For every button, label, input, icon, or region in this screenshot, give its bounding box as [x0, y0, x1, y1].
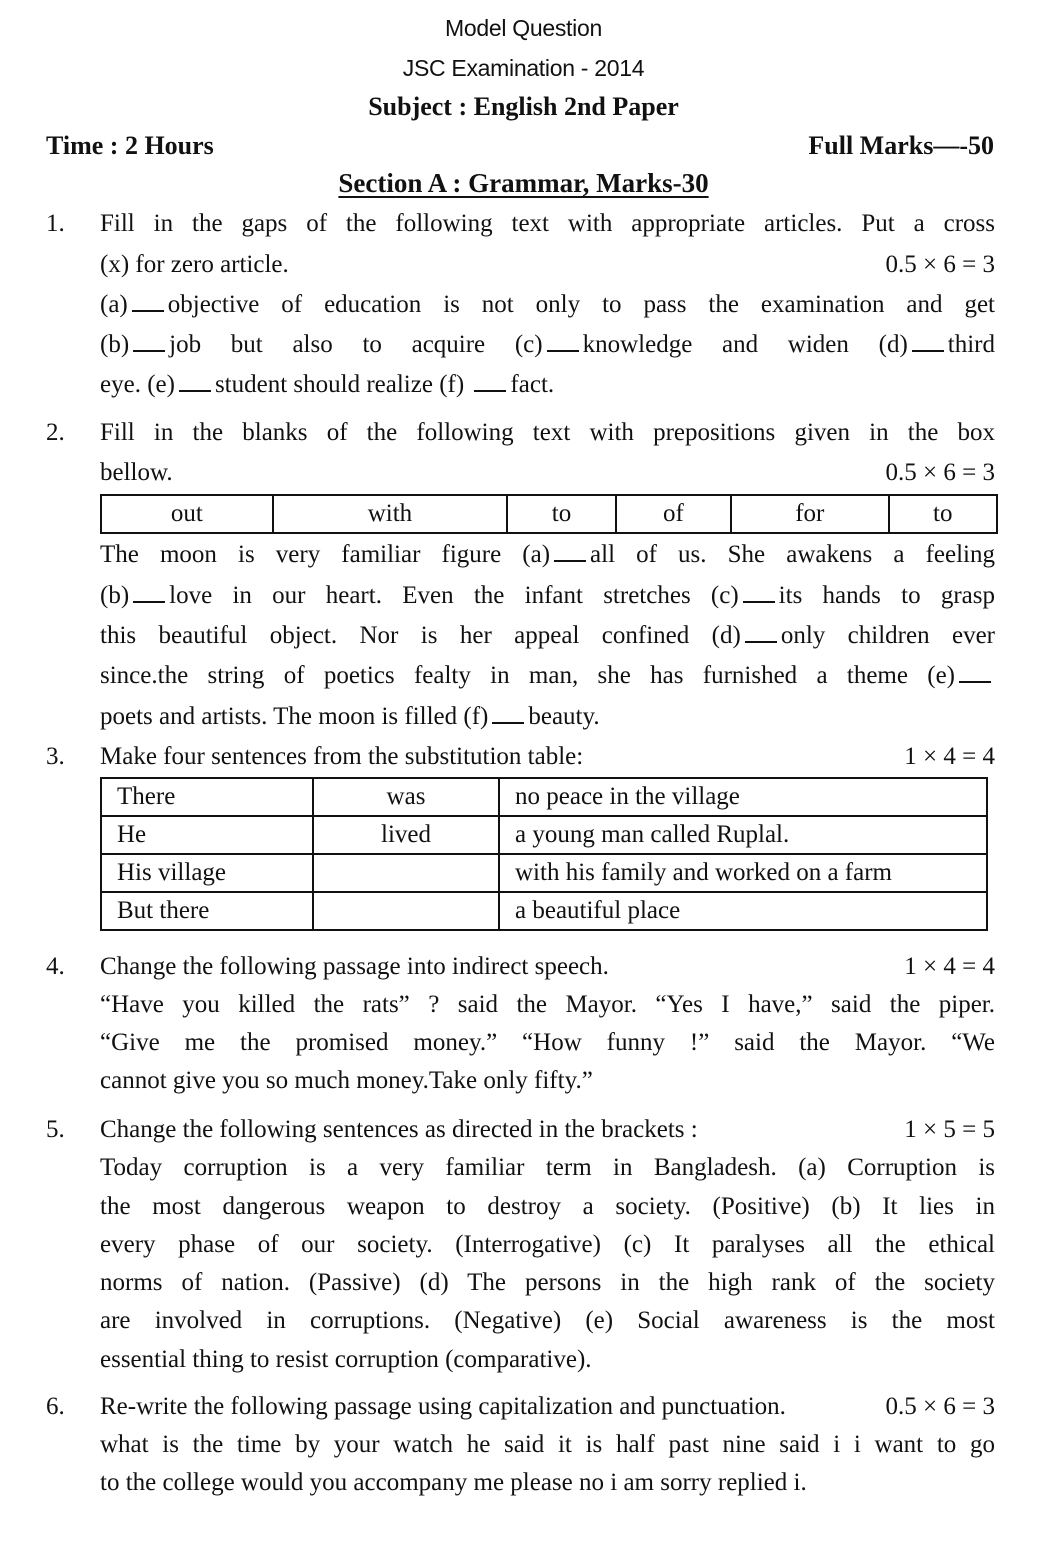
q1-text-line3: [100, 371, 995, 399]
q2-text-line1: [100, 541, 995, 569]
blank: [133, 595, 165, 603]
blank: [474, 384, 506, 392]
complement-cell: no peace in the village: [499, 778, 987, 816]
q4-text-line3: cannot give you so much money.Take only fifty.”: [100, 1067, 593, 1094]
text: fact.: [510, 371, 555, 398]
text: job but also to acquire (c): [169, 331, 543, 358]
question-number: 1.: [46, 210, 65, 237]
q5-marks: 1 × 5 = 5: [904, 1116, 995, 1143]
q1-marks: 0.5 × 6 = 3: [885, 251, 995, 278]
preposition-cell: out: [101, 495, 273, 533]
q4-marks: 1 × 4 = 4: [904, 953, 995, 980]
time-allowed: Time : 2 Hours: [46, 131, 214, 160]
q2-text-line2: [100, 582, 995, 610]
verb-cell: was: [313, 778, 499, 816]
preposition-box: [100, 494, 998, 534]
q1-instruction-line1: Fill in the gaps of the following text with appropriate articles. Put a cross: [100, 210, 995, 237]
q5-text-line6: essential thing to resist corruption (comparative).: [100, 1346, 592, 1373]
blank: [132, 304, 164, 312]
preposition-cell: to: [507, 495, 615, 533]
q6-text-line2: to the college would you accompany me please no i am sorry replied i.: [100, 1469, 807, 1496]
blank: [179, 384, 211, 392]
question-number: 5.: [46, 1116, 65, 1143]
subject-cell: His village: [101, 854, 313, 892]
complement-cell: a beautiful place: [499, 892, 987, 930]
q1-instruction-line2: (x) for zero article.: [100, 251, 289, 278]
text: since.the string of poetics fealty in man, she has furnished a theme (e): [100, 662, 955, 689]
table-row: [101, 892, 987, 930]
text: love in our heart. Even the infant stretches (c): [169, 582, 739, 609]
question-number: 2.: [46, 419, 65, 446]
q4-instruction: Change the following passage into indirect speech.: [100, 953, 609, 980]
q6-text-line1: what is the time by your watch he said it is half past nine said i i want to go: [100, 1431, 995, 1458]
complement-cell: a young man called Ruplal.: [499, 816, 987, 854]
subject-cell: He: [101, 816, 313, 854]
text: (a): [100, 291, 128, 318]
table-row: [101, 495, 997, 533]
text: The moon is very familiar figure (a): [100, 541, 551, 568]
text: poets and artists. The moon is filled (f): [100, 703, 489, 730]
text: eye. (e): [100, 371, 175, 398]
q5-instruction: Change the following sentences as directed in the brackets :: [100, 1116, 698, 1143]
q5-text-line1: Today corruption is a very familiar term in Bangladesh. (a) Corruption is: [100, 1154, 995, 1181]
text: objective of education is not only to pass the examination and get: [167, 291, 995, 318]
blank: [912, 344, 944, 352]
table-row: [101, 778, 987, 816]
question-number: 3.: [46, 743, 65, 770]
q2-instruction-line2: bellow.: [100, 459, 173, 486]
q1-text-line2: [100, 331, 995, 359]
preposition-cell: of: [616, 495, 731, 533]
text: (b): [100, 331, 130, 358]
preposition-cell: for: [731, 495, 888, 533]
section-heading-text: Section A : Grammar, Marks-30: [338, 168, 709, 198]
text: this beautiful object. Nor is her appeal confined (d): [100, 622, 741, 649]
text: knowledge and widen (d): [582, 331, 908, 358]
q2-instruction-line1: Fill in the blanks of the following text with prepositions given in the box: [100, 419, 995, 446]
q5-text-line4: norms of nation. (Passive) (d) The persons in the high rank of the society: [100, 1269, 995, 1296]
text: only children ever: [780, 622, 995, 649]
blank: [959, 675, 991, 683]
text: third: [947, 331, 995, 358]
subject-line: Subject : English 2nd Paper: [368, 92, 679, 121]
q2-text-line3: [100, 622, 995, 650]
blank: [745, 635, 777, 643]
blank: [133, 344, 165, 352]
exam-name: JSC Examination - 2014: [402, 55, 645, 81]
q4-text-line2: “Give me the promised money.” “How funny !” said the Mayor. “We: [100, 1029, 995, 1056]
verb-cell: [313, 854, 499, 892]
q2-text-line4: [100, 662, 995, 690]
question-number: 4.: [46, 953, 65, 980]
text: its hands to grasp: [778, 582, 995, 609]
section-heading: [0, 168, 1047, 199]
q2-marks: 0.5 × 6 = 3: [885, 459, 995, 486]
complement-cell: with his family and worked on a farm: [499, 854, 987, 892]
q2-text-line5: [100, 703, 995, 731]
subject-cell: There: [101, 778, 313, 816]
text: student should realize (f): [214, 371, 465, 398]
q6-marks: 0.5 × 6 = 3: [885, 1393, 995, 1420]
blank: [554, 554, 586, 562]
q5-text-line5: are involved in corruptions. (Negative) (e) Social awareness is the most: [100, 1307, 995, 1334]
q3-instruction: Make four sentences from the substitution table:: [100, 743, 584, 770]
text: (b): [100, 582, 130, 609]
question-number: 6.: [46, 1393, 65, 1420]
text: beauty.: [528, 703, 600, 730]
q6-instruction: Re-write the following passage using capitalization and punctuation.: [100, 1393, 786, 1420]
doc-title: Model Question: [445, 15, 602, 41]
q1-text-line1: [100, 291, 995, 319]
verb-cell: [313, 892, 499, 930]
q5-text-line2: the most dangerous weapon to destroy a society. (Positive) (b) It lies in: [100, 1193, 995, 1220]
substitution-table: [100, 777, 988, 931]
q3-marks: 1 × 4 = 4: [904, 743, 995, 770]
q4-text-line1: “Have you killed the rats” ? said the Mayor. “Yes I have,” said the piper.: [100, 991, 995, 1018]
q5-text-line3: every phase of our society. (Interrogative) (c) It paralyses all the ethical: [100, 1231, 995, 1258]
blank: [743, 595, 775, 603]
table-row: [101, 854, 987, 892]
preposition-cell: to: [889, 495, 997, 533]
blank: [492, 716, 524, 724]
preposition-cell: with: [273, 495, 508, 533]
text: all of us. She awakens a feeling: [590, 541, 995, 568]
verb-cell: lived: [313, 816, 499, 854]
blank: [547, 344, 579, 352]
subject-cell: But there: [101, 892, 313, 930]
table-row: [101, 816, 987, 854]
full-marks: Full Marks—-50: [808, 131, 994, 160]
